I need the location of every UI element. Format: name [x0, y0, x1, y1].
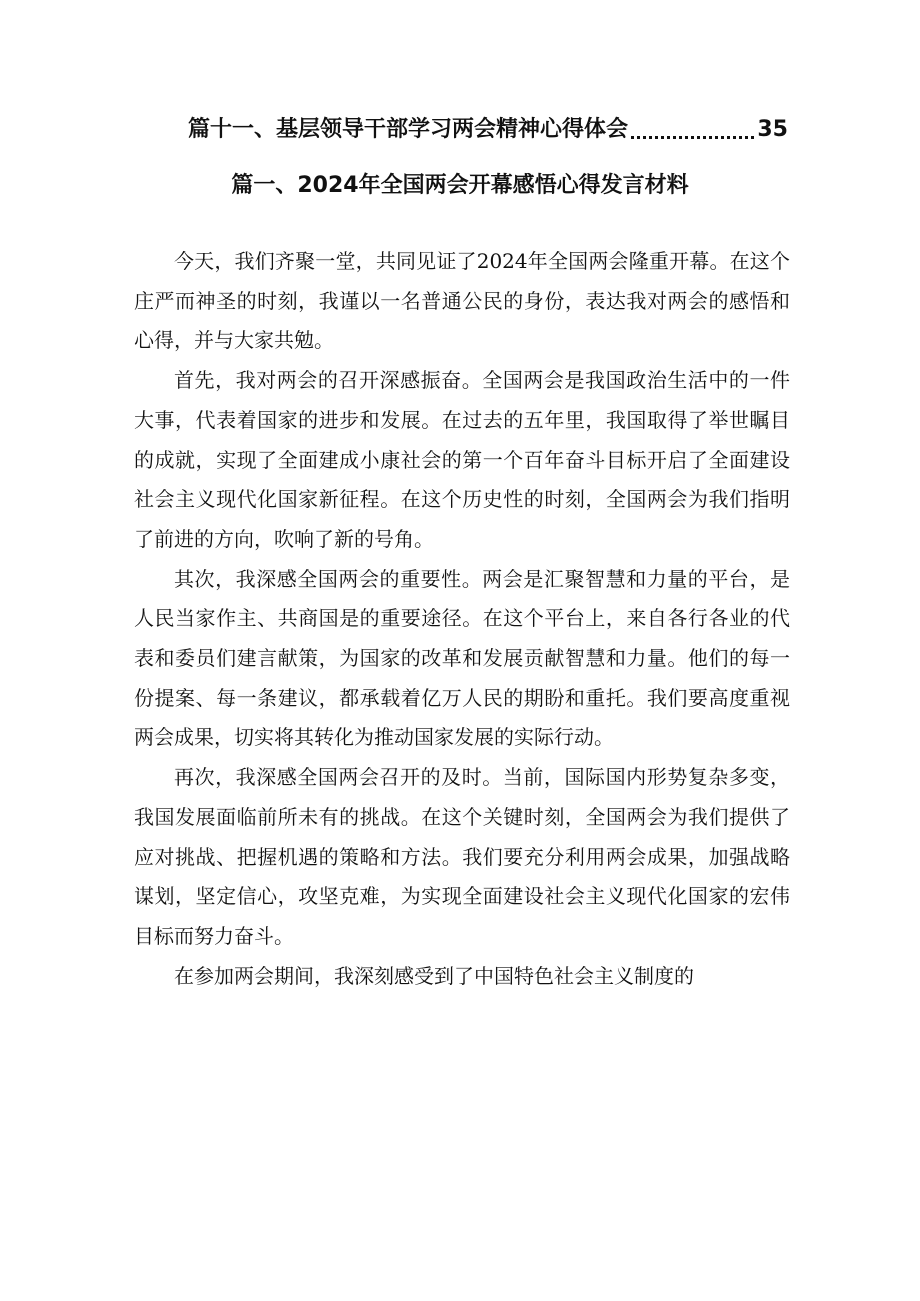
toc-dot-leader — [631, 136, 754, 139]
paragraph-4: 再次，我深感全国两会召开的及时。当前，国际国内形势复杂多变，我国发展面临前所未有的挑战。在这个关键时刻，全国两会为我们提供了应对挑战、把握机遇的策略和方法。我们要充分利用两会成果，加强战略谋划，坚定信心，攻坚克难，为实现全面建设社会主义现代化国家的宏伟目标而努力奋斗。 — [134, 765, 790, 948]
article-body — [134, 242, 790, 996]
toc-entry[interactable] — [188, 112, 788, 148]
paragraph-5: 在参加两会期间，我深刻感受到了中国特色社会主义制度的 — [174, 963, 694, 988]
paragraph-2: 首先，我对两会的召开深感振奋。全国两会是我国政治生活中的一件大事，代表着国家的进步和发展。在过去的五年里，我国取得了举世瞩目的成就，实现了全面建成小康社会的第一个百年奋斗目标开启了全面建设社会主义现代化国家新征程。在这个历史性的时刻，全国两会为我们指明了前进的方向，吹响了新的号角。 — [134, 368, 790, 551]
toc-entry-page-number: 35 — [757, 117, 788, 142]
paragraph-1: 今天，我们齐聚一堂，共同见证了2024年全国两会隆重开幕。在这个庄严而神圣的时刻，我谨以一名普通公民的身份，表达我对两会的感悟和心得，并与大家共勉。 — [134, 249, 790, 353]
paragraph-3: 其次，我深感全国两会的重要性。两会是汇聚智慧和力量的平台，是人民当家作主、共商国是的重要途径。在这个平台上，来自各行各业的代表和委员们建言献策，为国家的改革和发展贡献智慧和力量。他们的每一份提案、每一条建议，都承载着亿万人民的期盼和重托。我们要高度重视两会成果，切实将其转化为推动国家发展的实际行动。 — [134, 566, 790, 750]
toc-entry-title: 篇十一、基层领导干部学习两会精神心得体会 — [188, 117, 629, 142]
article-heading: 篇一、2024年全国两会开幕感悟心得发言材料 — [231, 173, 689, 198]
